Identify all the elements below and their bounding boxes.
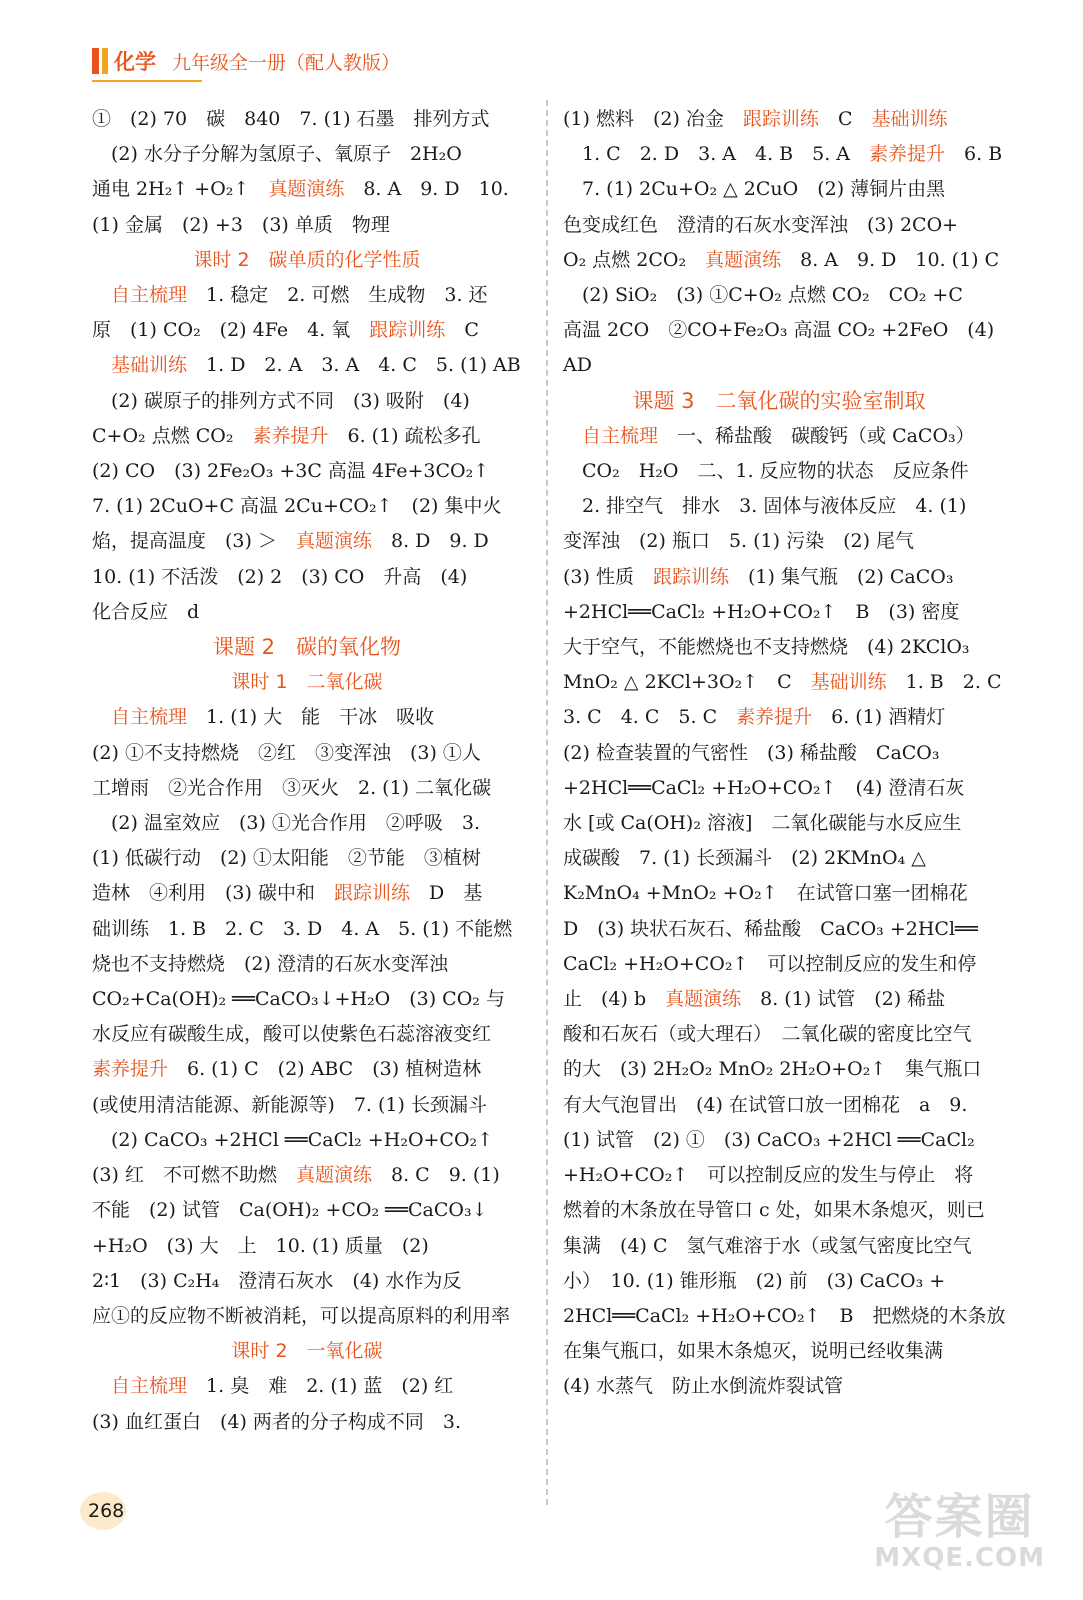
answer-line: (2) CO (3) 2Fe₂O₃ +3C 高温 4Fe+3CO₂↑	[92, 460, 490, 483]
answer-line: 原 (1) CO₂ (2) 4Fe 4. 氧 跟踪训练 C	[92, 319, 479, 342]
subject-title: 化学	[114, 50, 156, 74]
answer-line: 10. (1) 不活泼 (2) 2 (3) CO 升高 (4)	[92, 565, 468, 588]
answer-line: 自主梳理 1. (1) 大 能 干冰 吸收	[111, 706, 435, 729]
answer-line: 在集气瓶口，如果木条熄灭，说明已经收集满	[563, 1340, 944, 1363]
page-number: 268	[88, 1500, 125, 1522]
answer-line: 酸和石灰石（或大理石） 二氧化碳的密度比空气	[563, 1023, 972, 1046]
section-tag: 真题演练	[705, 248, 782, 271]
answer-line: K₂MnO₄ +MnO₂ +O₂↑ 在试管口塞一团棉花	[563, 882, 968, 905]
answer-line: 变浑浊 (2) 瓶口 5. (1) 污染 (2) 尾气	[563, 530, 915, 553]
left-column	[92, 102, 522, 1440]
section-tag: 自主梳理	[582, 424, 659, 447]
answer-line: (2) 温室效应 (3) ①光合作用 ②呼吸 3.	[92, 812, 481, 835]
answer-line: 基础训练 1. D 2. A 3. A 4. C 5. (1) AB	[111, 354, 521, 377]
answer-line: (3) 血红蛋白 (4) 两者的分子构成不同 3.	[92, 1410, 462, 1433]
answer-line: 成碳酸 7. (1) 长颈漏斗 (2) 2KMnO₄ △	[563, 847, 926, 870]
answer-line: 7. (1) 2CuO+C 高温 2Cu+CO₂↑ (2) 集中火	[92, 495, 502, 518]
answer-line: 烧也不支持燃烧 (2) 澄清的石灰水变浑浊	[92, 952, 448, 975]
answer-line: D (3) 块状石灰石、稀盐酸 CaCO₃ +2HCl══	[563, 917, 978, 940]
answer-line: (1) 金属 (2) +3 (3) 单质 物理	[92, 213, 390, 236]
section-tag: 素养提升	[869, 143, 946, 166]
answer-line: 水 [或 Ca(OH)₂ 溶液] 二氧化碳能与水反应生	[563, 812, 962, 835]
answer-line: 自主梳理 1. 稳定 2. 可燃 生成物 3. 还	[111, 284, 488, 307]
answer-line: (2) 碳原子的排列方式不同 (3) 吸附 (4)	[92, 389, 470, 412]
section-tag: 素养提升	[252, 424, 329, 447]
section-tag: 真题演练	[268, 178, 345, 201]
watermark-logo	[874, 1478, 1045, 1573]
section-tag: 素养提升	[92, 1058, 169, 1081]
section-tag: 跟踪训练	[652, 565, 729, 588]
answer-line: +2HCl══CaCl₂ +H₂O+CO₂↑ (4) 澄清石灰	[563, 776, 965, 799]
answer-line: 础训练 1. B 2. C 3. D 4. A 5. (1) 不能燃	[92, 917, 513, 940]
answer-line: 有大气泡冒出 (4) 在试管口放一团棉花 a 9.	[563, 1093, 968, 1116]
answer-line: 自主梳理 一、稀盐酸 碳酸钙（或 CaCO₃）	[582, 424, 975, 447]
header-accent-bar-2	[102, 48, 108, 74]
section-tag: 自主梳理	[111, 284, 188, 307]
answer-line: 高温 2CO ②CO+Fe₂O₃ 高温 CO₂ +2FeO (4)	[563, 319, 995, 342]
answer-line: (2) 水分子分解为氢原子、氧原子 2H₂O	[92, 143, 462, 166]
answer-line: 的大 (3) 2H₂O₂ MnO₂ 2H₂O+O₂↑ 集气瓶口	[563, 1058, 982, 1081]
grade-title: 九年级全一册（配人教版）	[172, 51, 401, 74]
section-tag: 基础训练	[871, 108, 948, 130]
answer-line: 造林 ④利用 (3) 碳中和 跟踪训练 D 基	[92, 882, 483, 905]
answer-line: 3. C 4. C 5. C 素养提升 6. (1) 酒精灯	[563, 706, 946, 729]
header-accent-bar	[92, 48, 99, 74]
answer-line: (1) 低碳行动 (2) ①太阳能 ②节能 ③植树	[92, 847, 481, 870]
section-tag: 素养提升	[736, 706, 813, 729]
answer-line: 色变成红色 澄清的石灰水变浑浊 (3) 2CO+	[563, 213, 959, 236]
watermark-line2: MXQE.COM	[874, 1543, 1045, 1573]
page-header	[92, 46, 400, 76]
answer-line: (3) 红 不可燃不助燃 真题演练 8. C 9. (1)	[92, 1164, 500, 1187]
section-tag: 跟踪训练	[369, 319, 446, 342]
section-tag: 真题演练	[295, 1164, 372, 1187]
answer-line: 集满 (4) C 氢气难溶于水（或氢气密度比空气	[563, 1234, 972, 1257]
answer-line: (2) 检查装置的气密性 (3) 稀盐酸 CaCO₃	[563, 741, 940, 764]
answer-line: 自主梳理 1. 臭 难 2. (1) 蓝 (2) 红	[111, 1375, 454, 1398]
section-tag: 基础训练	[111, 354, 188, 377]
answer-line: 2. 排空气 排水 3. 固体与液体反应 4. (1)	[563, 495, 967, 518]
answer-line: 小） 10. (1) 锥形瓶 (2) 前 (3) CaCO₃ +	[563, 1269, 946, 1292]
section-heading: 课时 2 一氧化碳	[231, 1340, 383, 1363]
answer-line: 化合反应 d	[92, 600, 200, 623]
answer-line: 工增雨 ②光合作用 ③灭火 2. (1) 二氧化碳	[92, 776, 492, 799]
answer-line: 2HCl══CaCl₂ +H₂O+CO₂↑ B 把燃烧的木条放	[563, 1304, 1006, 1327]
answer-line: CaCl₂ +H₂O+CO₂↑ 可以控制反应的发生和停	[563, 952, 977, 975]
section-heading: 课题 2 碳的氧化物	[212, 635, 402, 660]
answer-line: MnO₂ △ 2KCl+3O₂↑ C 基础训练 1. B 2. C	[563, 671, 1002, 694]
column-divider	[546, 100, 548, 1505]
answer-line: +H₂O+CO₂↑ 可以控制反应的发生与停止 将	[563, 1164, 974, 1187]
answer-line: (2) CaCO₃ +2HCl ══CaCl₂ +H₂O+CO₂↑	[92, 1128, 494, 1151]
answer-line: 1. C 2. D 3. A 4. B 5. A 素养提升 6. B	[563, 143, 1003, 166]
section-tag: 基础训练	[810, 671, 887, 694]
answer-line: 应①的反应物不断被消耗，可以提高原料的利用率	[92, 1304, 511, 1327]
watermark-line1: 答案圈	[884, 1489, 1035, 1545]
answer-line: 7. (1) 2Cu+O₂ △ 2CuO (2) 薄铜片由黑	[563, 178, 946, 201]
answer-line: O₂ 点燃 2CO₂ 真题演练 8. A 9. D 10. (1) C	[563, 248, 1000, 271]
answer-line: 不能 (2) 试管 Ca(OH)₂ +CO₂ ══CaCO₃↓	[92, 1199, 488, 1222]
section-heading: 课题 3 二氧化碳的实验室制取	[632, 388, 926, 413]
answer-line: 2∶1 (3) C₂H₄ 澄清石灰水 (4) 水作为反	[92, 1269, 462, 1292]
answer-line: (2) ①不支持燃烧 ②红 ③变浑浊 (3) ①人	[92, 741, 481, 764]
answer-line: (3) 性质 跟踪训练 (1) 集气瓶 (2) CaCO₃	[563, 565, 954, 588]
answer-line: (2) SiO₂ (3) ①C+O₂ 点燃 CO₂ CO₂ +C	[563, 284, 963, 307]
section-heading: 课时 2 碳单质的化学性质	[193, 248, 421, 271]
answer-line: CO₂+Ca(OH)₂ ══CaCO₃↓+H₂O (3) CO₂ 与	[92, 988, 505, 1011]
right-column	[563, 102, 1006, 1405]
answer-line: (或使用清洁能源、新能源等) 7. (1) 长颈漏斗	[92, 1093, 487, 1116]
answer-line: (1) 试管 (2) ① (3) CaCO₃ +2HCl ══CaCl₂	[563, 1128, 975, 1151]
answer-line: 水反应有碳酸生成，酸可以使紫色石蕊溶液变红	[92, 1023, 492, 1046]
answer-line: (4) 水蒸气 防止水倒流炸裂试管	[563, 1375, 843, 1398]
section-tag: 自主梳理	[111, 1375, 188, 1398]
section-tag: 跟踪训练	[742, 108, 819, 130]
answer-line: 素养提升 6. (1) C (2) ABC (3) 植树造林	[92, 1058, 482, 1081]
answer-line: CO₂ H₂O 二、1. 反应物的状态 反应条件	[563, 460, 969, 483]
answer-line: AD	[563, 354, 592, 377]
answer-line: 焰，提高温度 (3) ＞ 真题演练 8. D 9. D	[92, 530, 489, 553]
answer-line: 燃着的木条放在导管口 c 处，如果木条熄灭，则已	[563, 1199, 985, 1222]
section-tag: 自主梳理	[111, 706, 188, 729]
section-tag: 真题演练	[295, 530, 372, 553]
header-underline	[92, 80, 202, 82]
answer-line: +2HCl══CaCl₂ +H₂O+CO₂↑ B (3) 密度	[563, 600, 960, 623]
answer-line: C+O₂ 点燃 CO₂ 素养提升 6. (1) 疏松多孔	[92, 424, 481, 447]
answer-line: ① (2) 70 碳 840 7. (1) 石墨 排列方式	[92, 108, 490, 130]
section-tag: 跟踪训练	[333, 882, 410, 905]
answer-line: 通电 2H₂↑ +O₂↑ 真题演练 8. A 9. D 10.	[92, 178, 509, 201]
answer-line: 大于空气，不能燃烧也不支持燃烧 (4) 2KClO₃	[563, 636, 970, 659]
answer-line: +H₂O (3) 大 上 10. (1) 质量 (2)	[92, 1234, 429, 1257]
section-tag: 真题演练	[665, 988, 742, 1011]
answer-line: 止 (4) b 真题演练 8. (1) 试管 (2) 稀盐	[563, 988, 946, 1011]
section-heading: 课时 1 二氧化碳	[231, 671, 383, 694]
answer-line: (1) 燃料 (2) 冶金 跟踪训练 C 基础训练	[563, 108, 948, 130]
